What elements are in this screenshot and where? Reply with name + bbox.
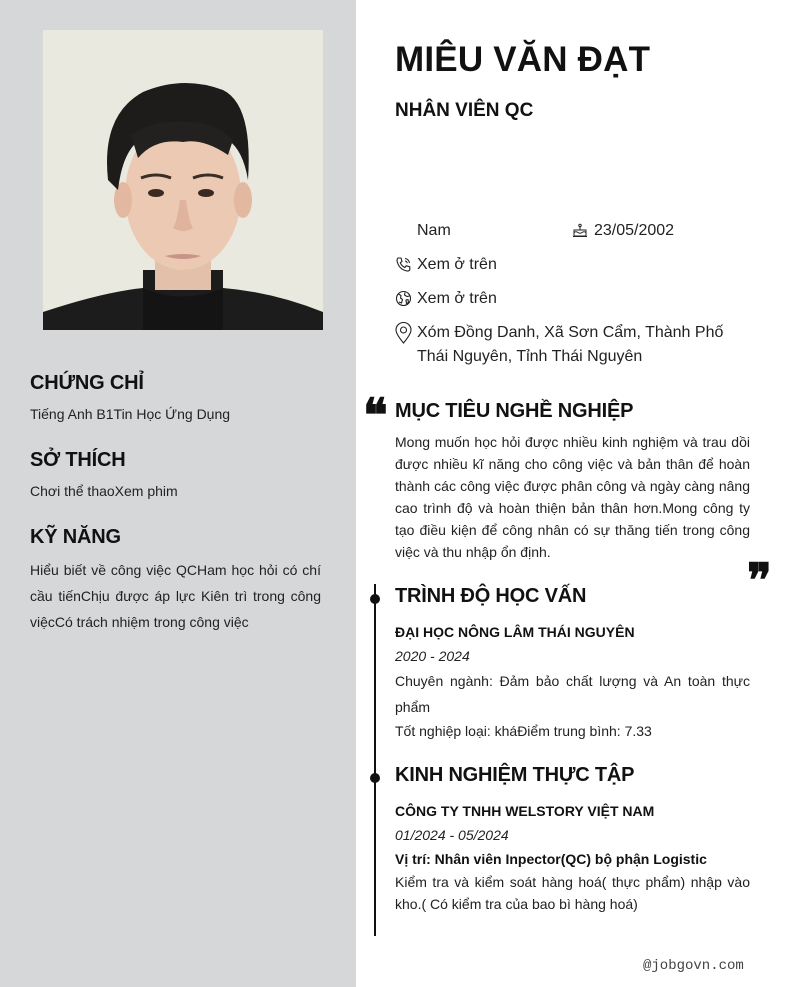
address-value: Xóm Đồng Danh, Xã Sơn Cẩm, Thành Phố Thái Nguyên, Tỉnh Thái Nguyên [417,324,724,365]
open-quote-icon: ❝ [363,388,388,442]
phone-value: Xem ở trên [417,256,497,273]
candidate-name: MIÊU VĂN ĐẠT [395,40,651,79]
sidebar [0,0,356,987]
hobbies-section [30,449,321,504]
experience-role: Vị trí: Nhân viên Inpector(QC) bộ phận Logistic [395,851,707,867]
education-title: TRÌNH ĐỘ HỌC VẤN [395,585,587,607]
cake-icon [572,219,594,241]
certificates-content: Tiếng Anh B1Tin Học Ứng Dụng [30,406,231,422]
website-value: Xem ở trên [417,290,497,307]
experience-description: Kiểm tra và kiểm soát hàng hoá( thực phẩm) nhập vào kho.( Có kiểm tra của bao bì hàng hoá) [395,874,750,912]
skills-title: KỸ NĂNG [30,526,121,548]
profile-photo [43,30,323,330]
birthday-value: 23/05/2002 [594,222,675,239]
main-content [356,0,790,987]
experience-period: 01/2024 - 05/2024 [395,827,509,843]
experience-company: CÔNG TY TNHH WELSTORY VIỆT NAM [395,803,655,819]
timeline-dot-education [370,594,380,604]
map-pin-icon [395,321,417,345]
gender-value: Nam [417,222,451,239]
objective-title: MỤC TIÊU NGHỀ NGHIỆP [395,400,634,422]
gender-row [417,219,451,243]
watermark: @jobgovn.com [643,958,744,974]
objective-content: Mong muốn học hỏi được nhiều kinh nghiệm và trau dồi được nhiều kĩ năng cho công việc và bản thân để hoàn thành các công việc được phân công và ngày càng nâng cao trình độ và hoàn thiện bản thân hơn.Mong công ty tạo điều kiện để công nhân có sự thăng tiến trong công việc và thu nhập ổn định. [395,434,750,560]
birthday-row [572,219,674,243]
education-period: 2020 - 2024 [395,648,470,664]
globe-icon [395,287,417,309]
education-result: Tốt nghiệp loại: kháĐiểm trung bình: 7.33 [395,723,652,739]
portrait-image [43,30,323,330]
hobbies-content: Chơi thể thaoXem phim [30,483,178,499]
education-school: ĐẠI HỌC NÔNG LÂM THÁI NGUYÊN [395,624,635,640]
education-major: Chuyên ngành: Đảm bảo chất lượng và An toàn thực phẩm [395,673,750,715]
job-title: NHÂN VIÊN QC [395,100,534,121]
phone-icon [395,253,417,275]
experience-title: KINH NGHIỆM THỰC TẬP [395,764,635,786]
skills-section [30,526,321,635]
address-row [395,321,755,369]
close-quote-icon: ❞ [747,553,772,607]
hobbies-title: SỞ THÍCH [30,449,126,471]
skills-content: Hiểu biết về công việc QCHam học hỏi có chí cầu tiếnChịu được áp lực Kiên trì trong công việcCó trách nhiệm trong công việc [30,562,321,630]
timeline-line [374,584,376,936]
website-row [395,287,497,311]
timeline-dot-experience [370,773,380,783]
phone-row [395,253,497,277]
certificates-title: CHỨNG CHỈ [30,372,144,394]
certificates-section [30,372,321,427]
